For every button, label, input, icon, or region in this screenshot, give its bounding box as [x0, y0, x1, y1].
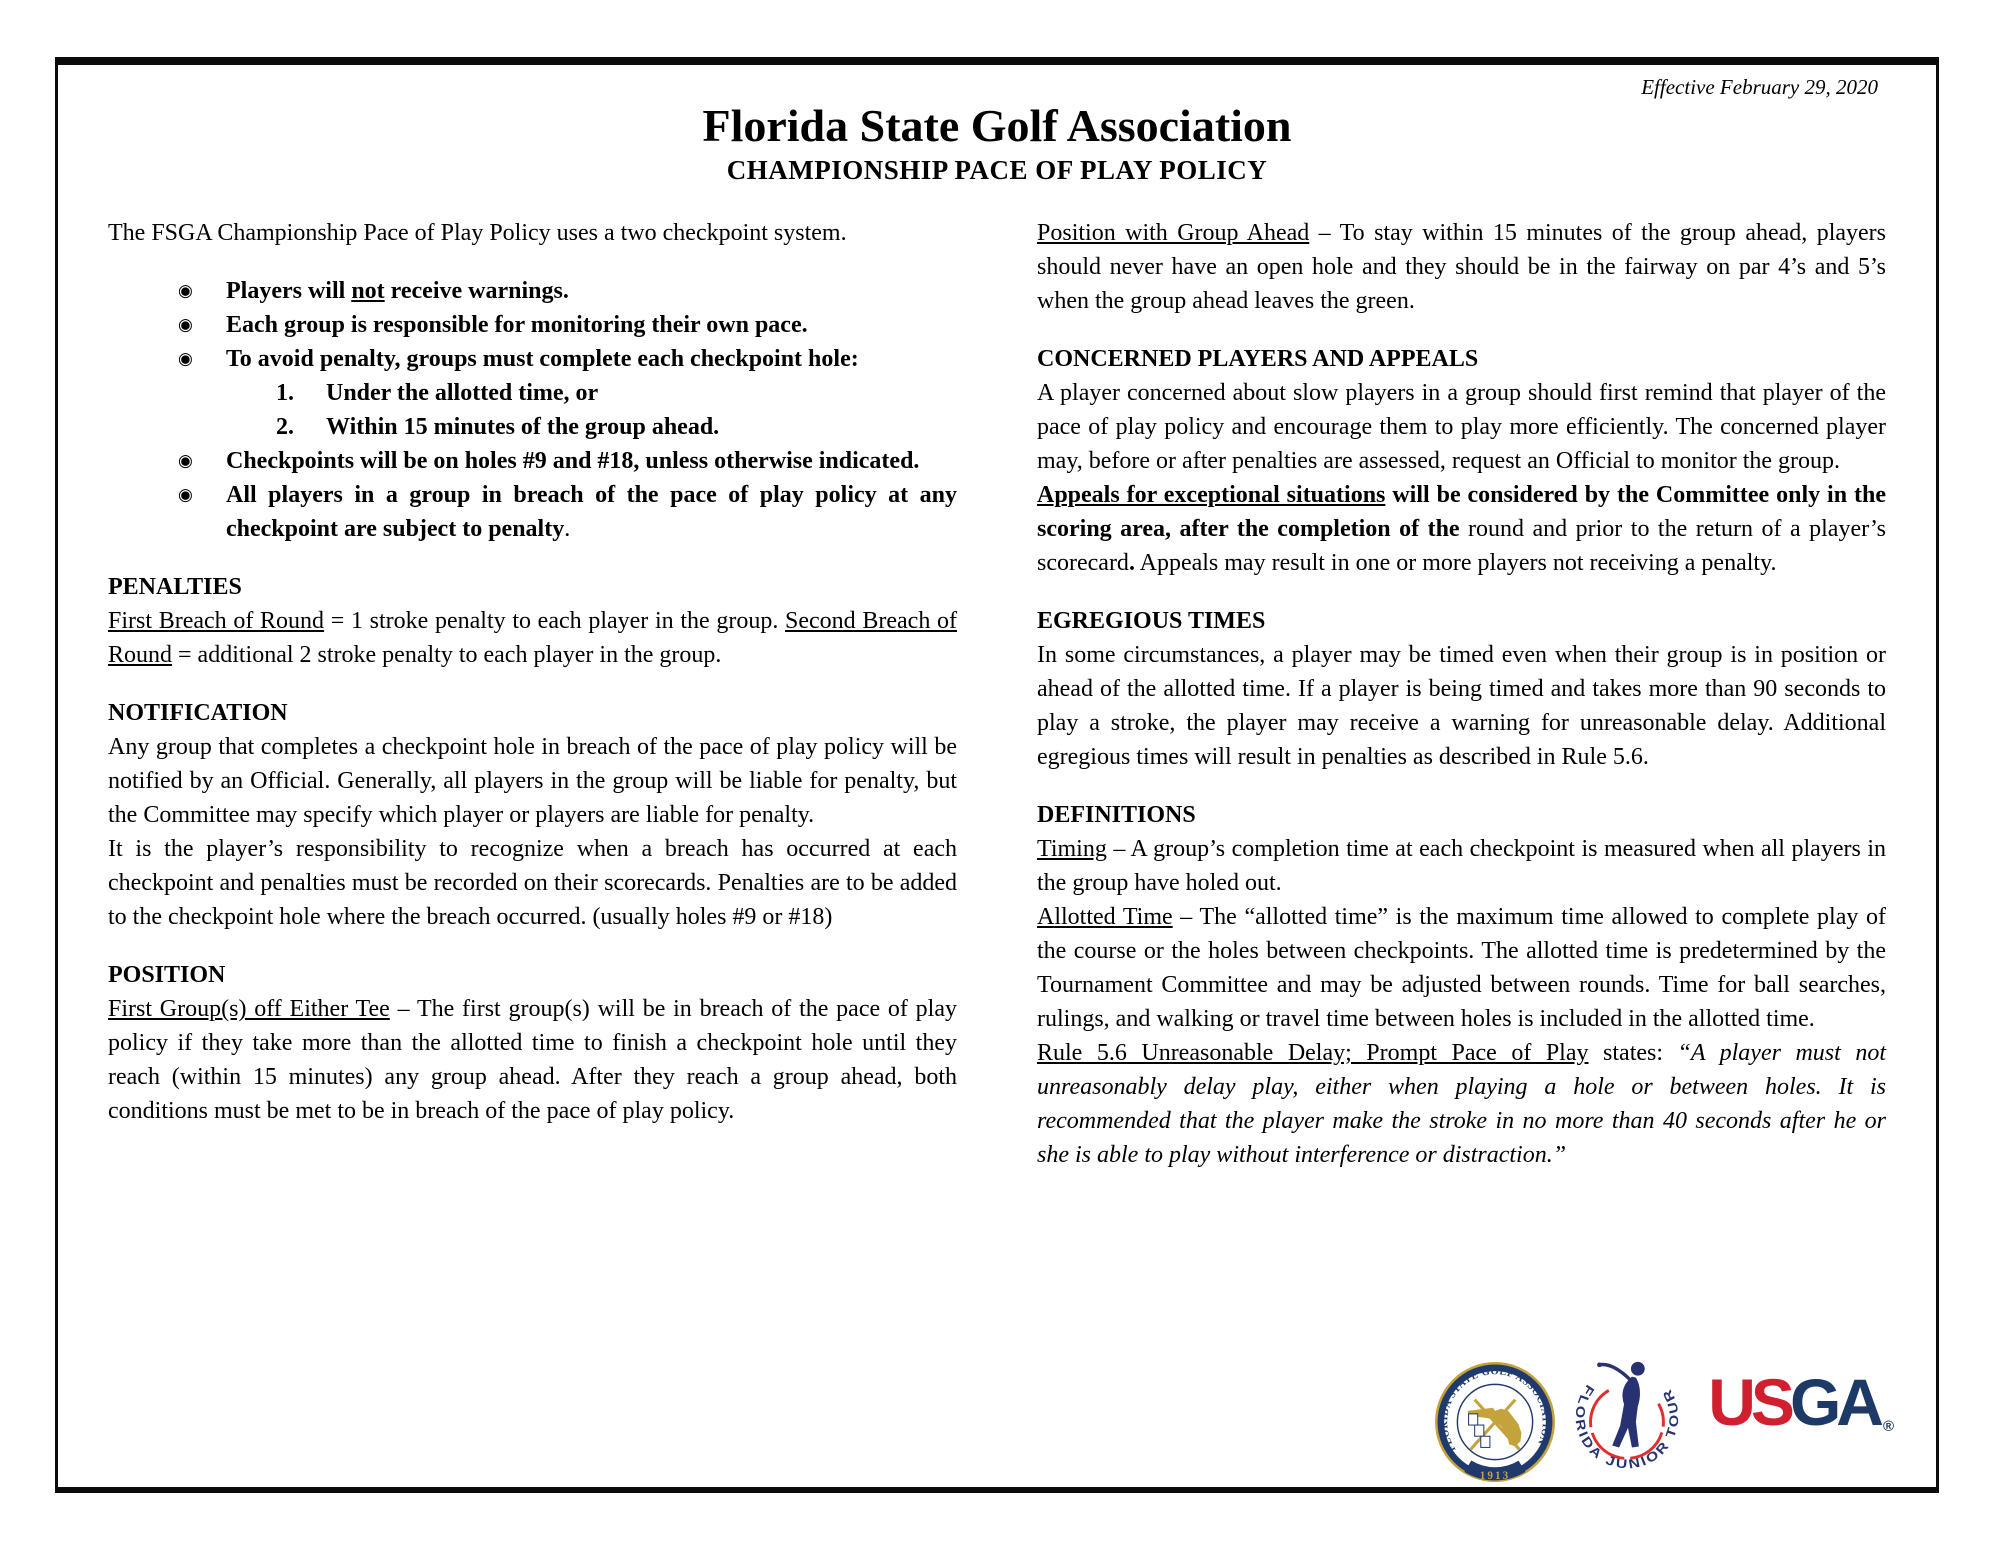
bullet-icon: ◉ — [178, 315, 193, 334]
section-heading-egregious-times: EGREGIOUS TIMES — [1037, 608, 1266, 634]
fsga-marker-1 — [1469, 1414, 1478, 1425]
policy-bullet-list — [108, 274, 957, 546]
fjt-golf-club — [1600, 1365, 1631, 1380]
bullet-icon: ◉ — [178, 349, 193, 368]
page-title: Florida State Golf Association — [702, 100, 1292, 151]
two-column-layout — [108, 216, 1886, 1172]
section-heading-notification: NOTIFICATION — [108, 700, 288, 726]
notification-paragraph-2: It is the player’s responsibility to recognize when a breach has occurred at each checkpoint and penalties must be recorded on their scorecards. Penalties are to be added to the checkpoint hole where the breach occurred. (usually holes #9 or #18) — [108, 836, 957, 930]
intro-paragraph: The FSGA Championship Pace of Play Policy uses a two checkpoint system. — [108, 220, 847, 246]
fjt-golfer-head — [1631, 1362, 1645, 1376]
section-heading-concerned-players: CONCERNED PLAYERS AND APPEALS — [1037, 346, 1479, 372]
fjt-arc-text: FLORIDA JUNIOR TOUR — [1572, 1382, 1682, 1472]
fjt-golfer-body — [1612, 1377, 1640, 1448]
fsga-marker-3 — [1481, 1436, 1490, 1447]
position-with-group-ahead-paragraph: Position with Group Ahead – To stay within 15 minutes of the group ahead, players should never have an open hole and they should be in the fairway on par 4’s and 5’s when the group ahead leaves the green. — [1037, 220, 1887, 314]
left-column — [108, 216, 957, 1172]
bullet-text: Players will not receive warnings. — [226, 278, 569, 304]
sub-item-number: 2. — [276, 414, 294, 440]
list-item — [178, 308, 957, 342]
definition-timing-paragraph: Timing – A group’s completion time at each checkpoint is measured when all players in the group have holed out. — [1037, 836, 1886, 896]
bullet-text: Checkpoints will be on holes #9 and #18, unless otherwise indicated. — [226, 448, 920, 474]
section-heading-penalties: PENALTIES — [108, 574, 242, 600]
appeals-paragraph: Appeals for exceptional situations will be considered by the Committee only in the scoring area, after the completion of the round and prior to the return of a player’s scorecard. Appeals may result in one or more players not receiving a penalty. — [1037, 482, 1887, 576]
list-item — [178, 478, 957, 546]
bullet-icon: ◉ — [178, 451, 193, 470]
page-subtitle: CHAMPIONSHIP PACE OF PLAY POLICY — [726, 155, 1268, 185]
list-item — [178, 342, 957, 444]
numbered-sub-item — [226, 376, 957, 410]
bullet-text: Each group is responsible for monitoring their own pace. — [226, 312, 808, 338]
fjt-club-head — [1597, 1362, 1602, 1367]
bullet-icon: ◉ — [178, 485, 193, 504]
document-page — [55, 57, 1939, 1493]
sub-item-number: 1. — [276, 380, 294, 406]
effective-date: Effective February 29, 2020 — [1641, 75, 1878, 99]
section-heading-position: POSITION — [108, 962, 226, 988]
bullet-text: All players in a group in breach of the pace of play policy at any checkpoint are subject to penalty. — [226, 482, 957, 542]
rule-56-paragraph: Rule 5.6 Unreasonable Delay; Prompt Pace of Play states: “A player must not unreasonably delay play, either when playing a hole or between holes. It is recommended that the player make the stroke in no more than 40 seconds after he or she is able to play without interference or distraction.” — [1037, 1040, 1886, 1168]
list-item — [178, 444, 957, 478]
egregious-times-paragraph: In some circumstances, a player may be timed even when their group is in position or ahead of the allotted time. If a player is being timed and takes more than 90 seconds to play a stroke, the player may receive a warning for unreasonable delay. Additional egregious times will result in penalties as described in Rule 5.6. — [1037, 642, 1886, 770]
definition-allotted-time-paragraph: Allotted Time – The “allotted time” is the maximum time allowed to complete play of the course or the holes between checkpoints. The allotted time is predetermined by the Tournament Committee and may be adjusted between rounds. Time for ball searches, rulings, and walking or travel time between holes is included in the allotted time. — [1037, 904, 1886, 1032]
sub-item-text: Within 15 minutes of the group ahead. — [326, 414, 720, 440]
fsga-year: 1913 — [1480, 1469, 1511, 1482]
sub-item-text: Under the allotted time, or — [326, 380, 599, 406]
logo-strip — [1434, 1353, 1894, 1483]
fsga-marker-2 — [1475, 1425, 1484, 1436]
bullet-icon: ◉ — [178, 281, 193, 300]
fsga-ring-text: FLORIDA STATE GOLF ASSOCIATION — [1439, 1366, 1552, 1454]
right-column — [1037, 216, 1886, 1172]
numbered-sub-item — [226, 410, 957, 444]
usga-us-letters: US — [1708, 1365, 1790, 1439]
usga-logo — [1708, 1365, 1894, 1451]
penalties-paragraph: First Breach of Round = 1 stroke penalty to each player in the group. Second Breach of Round = additional 2 stroke penalty to each player in the group. — [108, 608, 957, 668]
concerned-players-paragraph: A player concerned about slow players in a group should first remind that player of the pace of play policy and encourage them to play more efficiently. The concerned player may, before or after penalties are assessed, request an Official to monitor the group. — [1037, 380, 1886, 474]
registered-trademark-icon: ® — [1882, 1418, 1894, 1435]
section-heading-definitions: DEFINITIONS — [1037, 802, 1196, 828]
usga-ga-letters: GA — [1789, 1365, 1879, 1439]
florida-junior-tour-logo — [1563, 1353, 1691, 1481]
bullet-text: To avoid penalty, groups must complete each checkpoint hole: — [226, 346, 859, 372]
fsga-seal-logo — [1434, 1361, 1556, 1483]
list-item — [178, 274, 957, 308]
notification-paragraph-1: Any group that completes a checkpoint hole in breach of the pace of play policy will be notified by an Official. Generally, all players in the group will be liable for penalty, but the Committee may specify which player or players are liable for penalty. — [108, 734, 957, 828]
position-paragraph: First Group(s) off Either Tee – The first group(s) will be in breach of the pace of play policy if they take more than the allotted time to finish a checkpoint hole until they reach (within 15 minutes) any group ahead. After they reach a group ahead, both conditions must be met to be in breach of the pace of play policy. — [108, 996, 957, 1124]
